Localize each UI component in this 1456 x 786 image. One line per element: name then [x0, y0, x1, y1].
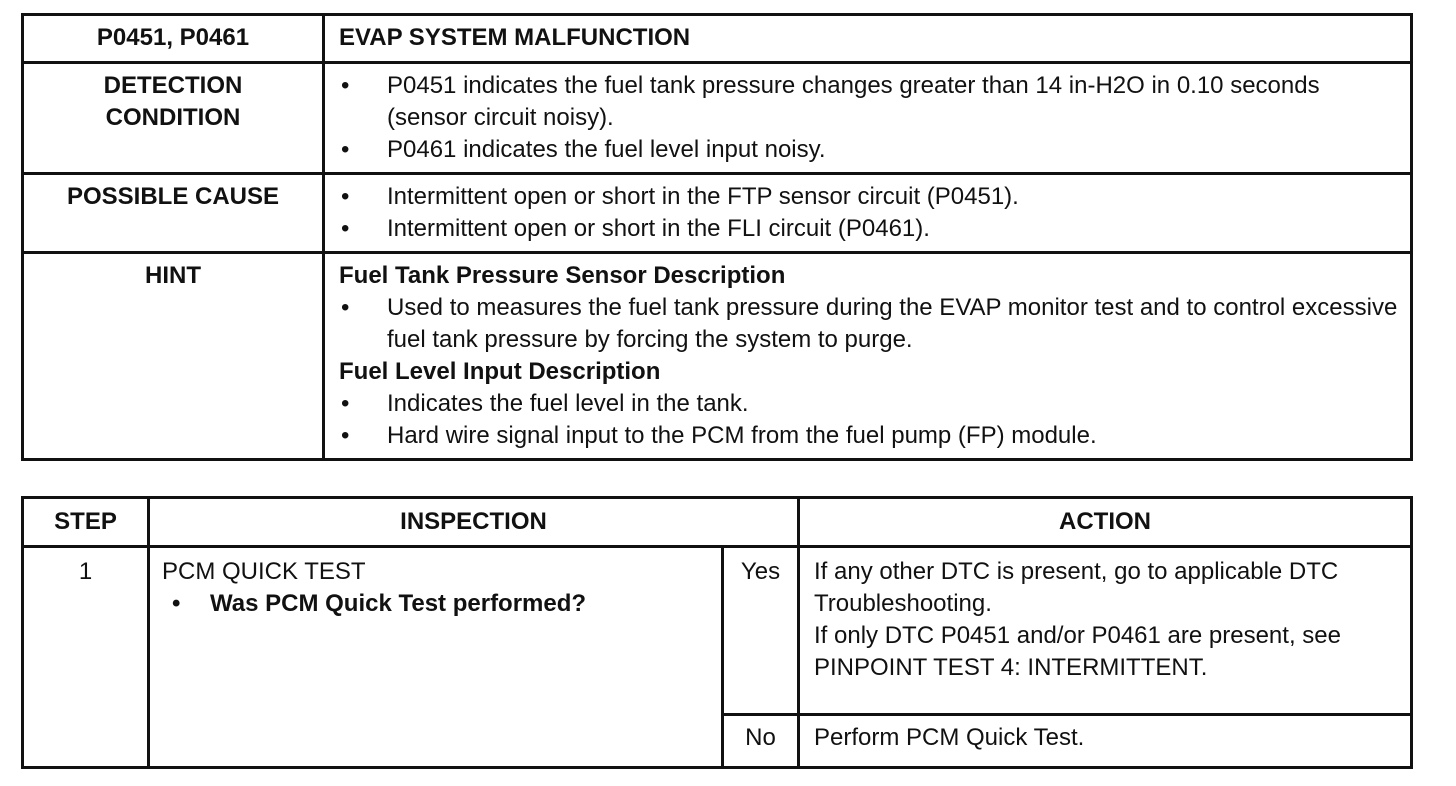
fli-description-list	[339, 388, 1406, 452]
detection-value-cell	[324, 63, 1412, 174]
ftp-description-heading: Fuel Tank Pressure Sensor Description	[339, 262, 786, 289]
cause-item: • Intermittent open or short in the FTP sensor circuit (P0451).	[339, 181, 1406, 213]
cause-item: • Intermittent open or short in the FLI circuit (P0461).	[339, 213, 1406, 245]
hint-row	[23, 253, 1412, 460]
yes-action-line: If only DTC P0451 and/or P0461 are present, see PINPOINT TEST 4: INTERMITTENT.	[814, 622, 1341, 681]
dtc-info-table	[21, 13, 1413, 461]
inspection-title: PCM QUICK TEST	[162, 558, 366, 585]
inspection-steps-table	[21, 496, 1413, 769]
action-header: ACTION	[799, 498, 1412, 547]
fli-description-item: • Hard wire signal input to the PCM from the fuel pump (FP) module.	[339, 420, 1406, 452]
fli-description-heading: Fuel Level Input Description	[339, 358, 661, 385]
inspection-cell	[149, 547, 723, 768]
steps-header-row	[23, 498, 1412, 547]
hint-value-cell	[324, 253, 1412, 460]
cause-label: POSSIBLE CAUSE	[66, 183, 280, 210]
dtc-code-cell	[23, 15, 324, 63]
hint-label: HINT	[145, 262, 201, 289]
inspection-question-list	[162, 588, 711, 620]
yes-action-cell	[799, 547, 1412, 715]
no-action: Perform PCM Quick Test.	[799, 715, 1412, 768]
detection-item: • P0451 indicates the fuel tank pressure changes greater than 14 in-H2O in 0.10 seconds (sensor circuit noisy).	[339, 70, 1406, 134]
detection-row	[23, 63, 1412, 174]
dtc-code: P0451, P0461	[96, 24, 250, 51]
dtc-header-row	[23, 15, 1412, 63]
ftp-description-item: • Used to measures the fuel tank pressure during the EVAP monitor test and to control excessive fuel tank pressure by forcing the system to purge.	[339, 292, 1406, 356]
detection-item: • P0461 indicates the fuel level input noisy.	[339, 134, 1406, 166]
cause-list	[339, 181, 1406, 245]
yes-action-line: If any other DTC is present, go to applicable DTC Troubleshooting.	[814, 558, 1339, 617]
cause-label-cell	[23, 174, 324, 253]
detection-label-line-2: CONDITION	[105, 104, 241, 131]
hint-label-cell	[23, 253, 324, 460]
step-header: STEP	[23, 498, 149, 547]
detection-label-line-1: DETECTION	[103, 72, 243, 99]
inspection-header: INSPECTION	[149, 498, 799, 547]
step-row-yes	[23, 547, 1412, 715]
no-label: No	[723, 715, 799, 768]
inspection-question: • Was PCM Quick Test performed?	[162, 588, 711, 620]
fli-description-item: • Indicates the fuel level in the tank.	[339, 388, 1406, 420]
ftp-description-list	[339, 292, 1406, 356]
yes-label: Yes	[723, 547, 799, 715]
detection-label-cell	[23, 63, 324, 174]
cause-value-cell	[324, 174, 1412, 253]
detection-list	[339, 70, 1406, 166]
cause-row	[23, 174, 1412, 253]
dtc-title: EVAP SYSTEM MALFUNCTION	[339, 24, 691, 51]
step-number: 1	[23, 547, 149, 768]
dtc-title-cell	[324, 15, 1412, 63]
